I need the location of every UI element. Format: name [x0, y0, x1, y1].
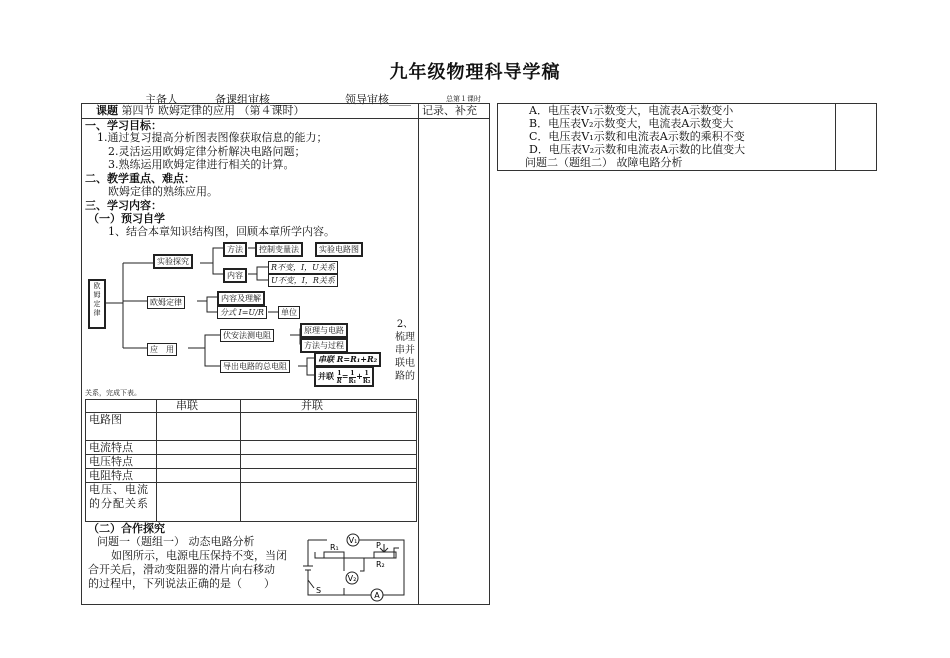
map-content-understanding: 内容及理解 [217, 291, 265, 306]
p-label: P [376, 541, 381, 550]
r1-label: R₁ [330, 543, 339, 552]
map-ohm-law: 欧姆定律 [147, 296, 185, 309]
map-application: 应 用 [147, 343, 177, 356]
option-d: D．电压表V₂示数和电流表A示数的比值变大 [529, 143, 746, 156]
preview-title: （一）预习自学 [88, 212, 165, 225]
record-column-divider [418, 103, 419, 604]
table-row-divider [85, 468, 416, 469]
leader-review-label: 领导审核____ [345, 93, 411, 106]
q1-body-line: 如图所示，电源电压保持不变，当闭 [111, 549, 287, 562]
r2-label: R₂ [376, 560, 385, 569]
table-row-label: 电压、电流的分配关系 [89, 483, 149, 510]
map-method-process: 方法与过程 [300, 338, 348, 353]
section-focus-body: 欧姆定律的熟练应用。 [108, 185, 218, 198]
circuit-diagram [300, 530, 412, 606]
q1-body-line: 合开关后，滑动变阻器的滑片向右移动 [88, 563, 275, 576]
map-root-ohm-law: 欧姆定律 [88, 279, 106, 329]
section-goals-title: 一、学习目标： [85, 119, 162, 132]
q1-body-line: 的过程中，下列说法正确的是（ ） [88, 577, 275, 590]
table-caption: 关系，完成下表。 [85, 389, 141, 397]
table-row-label: 电流特点 [89, 441, 133, 454]
topic-value: 第四节 欧姆定律的应用 （第４课时） [121, 104, 305, 117]
preview-body: 1、结合本章知识结构图，回顾本章所学内容。 [108, 225, 335, 238]
table-row-divider [85, 454, 416, 455]
table-col-divider [240, 399, 241, 521]
map-series-resistance: 串联 R=R₁+R₂ [314, 352, 381, 367]
explore-title: （二）合作探究 [88, 522, 165, 535]
map-circuit-diagram: 实验电路图 [315, 242, 363, 257]
goal-item: 3.熟练运用欧姆定律进行相关的计算。 [108, 158, 295, 171]
map-content: 内容 [223, 268, 247, 283]
total-period: 总第１课时 [446, 95, 481, 103]
goal-item: 2.灵活运用欧姆定律分析解决电路问题； [108, 145, 306, 158]
table-header-series: 串联 [176, 399, 198, 412]
map-principle-circuit: 原理与电路 [300, 323, 348, 338]
table-row-label: 电压特点 [89, 455, 133, 468]
map-parallel-resistance: 并联 $\frac{1}{R}$ = $\frac{1}{\text{R₁}}$ + $\frac{1}{\text{R₂}}$ [314, 366, 374, 387]
option-c: C．电压表V₁示数和电流表A示数的乘积不变 [529, 130, 745, 143]
q1-title: 问题一（题组一） 动态电路分析 [97, 535, 255, 548]
table-header-parallel: 并联 [301, 399, 323, 412]
table-col-divider [156, 399, 157, 521]
option-a: A．电压表V₁示数变大，电流表A示数变小 [529, 104, 734, 117]
table-row-divider [85, 440, 416, 441]
map-unit: 单位 [278, 306, 300, 319]
side-note: 2、梳理串并联电路的 [395, 319, 415, 382]
topic-label: 课题 [96, 104, 118, 117]
v2-label: V₂ [347, 574, 357, 583]
topic-row [96, 104, 305, 117]
map-r-constant: R不变，I，U关系 [268, 261, 338, 274]
table-row-label: 电阻特点 [89, 469, 133, 482]
s-label: S [316, 586, 322, 595]
a-label: A [374, 591, 380, 600]
table-row-divider [85, 412, 416, 413]
map-volt-amp-method: 伏安法测电阻 [220, 329, 274, 342]
record-header: 记录、补充 [422, 104, 477, 117]
host-label: 主备人____ [145, 93, 200, 106]
v1-label: V₁ [348, 536, 358, 545]
page-title: 九年级物理科导学稿 [389, 62, 561, 83]
map-total-resistance: 导出电路的总电阻 [220, 360, 290, 373]
map-experiment: 实验探究 [153, 254, 193, 269]
map-control-variable: 控制变量法 [255, 242, 303, 257]
right-record-divider [835, 103, 836, 170]
section-focus-title: 二、教学重点、难点： [85, 172, 195, 185]
goal-item: 1.通过复习提高分析图表图像获取信息的能力； [97, 131, 328, 144]
option-b: B．电压表V₂示数变大，电流表A示数变大 [529, 117, 734, 130]
q2-title: 问题二（题组二） 故障电路分析 [525, 156, 683, 169]
map-formula: 分式 I=U/R [217, 306, 267, 319]
map-method: 方法 [223, 242, 247, 257]
section-content-title: 三、学习内容： [85, 199, 162, 212]
map-u-constant: U不变，I，R关系 [268, 274, 338, 287]
review-group-label: 备课组审核____ [215, 93, 292, 106]
table-row-label: 电路图 [89, 413, 122, 426]
